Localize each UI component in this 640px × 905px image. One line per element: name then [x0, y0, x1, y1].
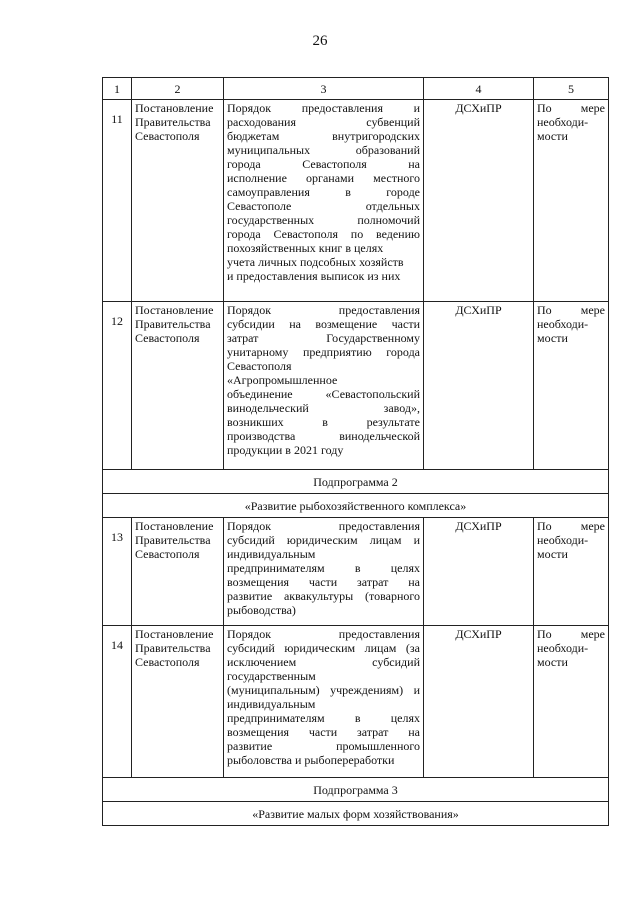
subprogram-row — [103, 470, 609, 494]
title-line: производства винодельческой — [227, 429, 420, 443]
stage-line: необходи- — [537, 533, 589, 547]
subprogram-label: Подпрограмма 2 — [103, 470, 609, 494]
act-type-cell — [132, 100, 224, 302]
page-number: 26 — [312, 33, 328, 49]
executor-cell: ДСХиПР — [424, 100, 534, 302]
title-line: учета личных подсобных хозяйств — [227, 255, 404, 269]
act-line: Правительства — [135, 533, 211, 547]
title-line: рыбоводства) — [227, 603, 296, 617]
subprogram-row — [103, 494, 609, 518]
title-line: винодельческий завод», — [227, 401, 420, 415]
act-type-cell — [132, 518, 224, 626]
title-line: продукции в 2021 году — [227, 443, 344, 457]
title-line: бюджетам внутригородских — [227, 129, 420, 143]
title-line: возникших в результате — [227, 415, 420, 429]
table-header-row — [103, 78, 609, 100]
title-line: развитие промышленного — [227, 739, 420, 753]
act-line: Правительства — [135, 115, 211, 129]
stage-line: необходи- — [537, 317, 589, 331]
executor-cell: ДСХиПР — [424, 518, 534, 626]
stage-line: мости — [537, 547, 568, 561]
act-line: Правительства — [135, 641, 211, 655]
title-line: расходования субвенций — [227, 115, 420, 129]
act-line: Севастополя — [135, 547, 200, 561]
subprogram-name: «Развитие рыбохозяйственного комплекса» — [103, 494, 609, 518]
title-line: возмещения части затрат на — [227, 575, 420, 589]
act-line: Севастополя — [135, 655, 200, 669]
stage-cell — [534, 626, 609, 778]
stage-cell — [534, 518, 609, 626]
title-line: Севастополе отдельных — [227, 199, 420, 213]
act-type-cell — [132, 626, 224, 778]
subprogram-label: Подпрограмма 3 — [103, 778, 609, 802]
executor-cell: ДСХиПР — [424, 626, 534, 778]
title-line: объединение «Севастопольский — [227, 387, 420, 401]
title-line: субсидий юридическим лицам и — [227, 533, 420, 547]
title-line: «Агропромышленное — [227, 373, 338, 387]
act-line: Севастополя — [135, 331, 200, 345]
title-line: затрат Государственному — [227, 331, 420, 345]
row-number: 11 — [103, 100, 132, 302]
subprogram-row — [103, 778, 609, 802]
title-line: рыболовства и рыбопереработки — [227, 753, 395, 767]
stage-line: мости — [537, 129, 568, 143]
title-line: субсидии на возмещение части — [227, 317, 420, 331]
act-type-cell — [132, 302, 224, 470]
title-line: субсидий юридическим лицам (за — [227, 641, 420, 655]
act-title-cell — [224, 100, 424, 302]
subprogram-row — [103, 802, 609, 826]
stage-line: По мере — [537, 101, 605, 115]
title-line: развитие аквакультуры (товарного — [227, 589, 420, 603]
header-cell: 4 — [424, 78, 534, 100]
act-title-cell — [224, 626, 424, 778]
title-line: Севастополя — [227, 359, 292, 373]
table-row — [103, 518, 609, 626]
title-line: самоуправления в городе — [227, 185, 420, 199]
title-line: государственным — [227, 669, 316, 683]
row-number: 12 — [103, 302, 132, 470]
title-line: предпринимателям в целях — [227, 711, 420, 725]
title-line: (муниципальным) учреждениям) и — [227, 683, 420, 697]
title-line: Порядок предоставления — [227, 303, 420, 317]
title-line: предпринимателям в целях — [227, 561, 420, 575]
row-number: 14 — [103, 626, 132, 778]
table-row — [103, 302, 609, 470]
act-line: Постановление — [135, 101, 214, 115]
header-cell: 1 — [103, 78, 132, 100]
stage-cell — [534, 302, 609, 470]
title-line: муниципальных образований — [227, 143, 420, 157]
title-line: похозяйственных книг в целях — [227, 241, 384, 255]
title-line: индивидуальным — [227, 697, 316, 711]
title-line: исключением субсидий — [227, 655, 420, 669]
act-line: Правительства — [135, 317, 211, 331]
title-line: государственных полномочий — [227, 213, 420, 227]
header-cell: 3 — [224, 78, 424, 100]
stage-line: необходи- — [537, 115, 589, 129]
title-line: Порядок предоставления и — [227, 101, 420, 115]
subprogram-name: «Развитие малых форм хозяйствования» — [103, 802, 609, 826]
title-line: индивидуальным — [227, 547, 316, 561]
stage-line: По мере — [537, 303, 605, 317]
act-line: Постановление — [135, 627, 214, 641]
title-line: города Севастополя на — [227, 157, 420, 171]
title-line: Порядок предоставления — [227, 627, 420, 641]
stage-cell — [534, 100, 609, 302]
title-line: унитарному предприятию города — [227, 345, 420, 359]
measures-table — [102, 77, 609, 826]
title-line: Порядок предоставления — [227, 519, 420, 533]
title-line: возмещения части затрат на — [227, 725, 420, 739]
title-line: города Севастополя по ведению — [227, 227, 420, 241]
stage-line: По мере — [537, 627, 605, 641]
executor-cell: ДСХиПР — [424, 302, 534, 470]
header-cell: 5 — [534, 78, 609, 100]
table-row — [103, 100, 609, 302]
act-title-cell — [224, 518, 424, 626]
title-line: и предоставления выписок из них — [227, 269, 401, 283]
act-line: Постановление — [135, 519, 214, 533]
stage-line: мости — [537, 655, 568, 669]
act-title-cell — [224, 302, 424, 470]
stage-line: необходи- — [537, 641, 589, 655]
stage-line: По мере — [537, 519, 605, 533]
stage-line: мости — [537, 331, 568, 345]
table-row — [103, 626, 609, 778]
title-line: исполнение органами местного — [227, 171, 420, 185]
row-number: 13 — [103, 518, 132, 626]
act-line: Севастополя — [135, 129, 200, 143]
header-cell: 2 — [132, 78, 224, 100]
act-line: Постановление — [135, 303, 214, 317]
